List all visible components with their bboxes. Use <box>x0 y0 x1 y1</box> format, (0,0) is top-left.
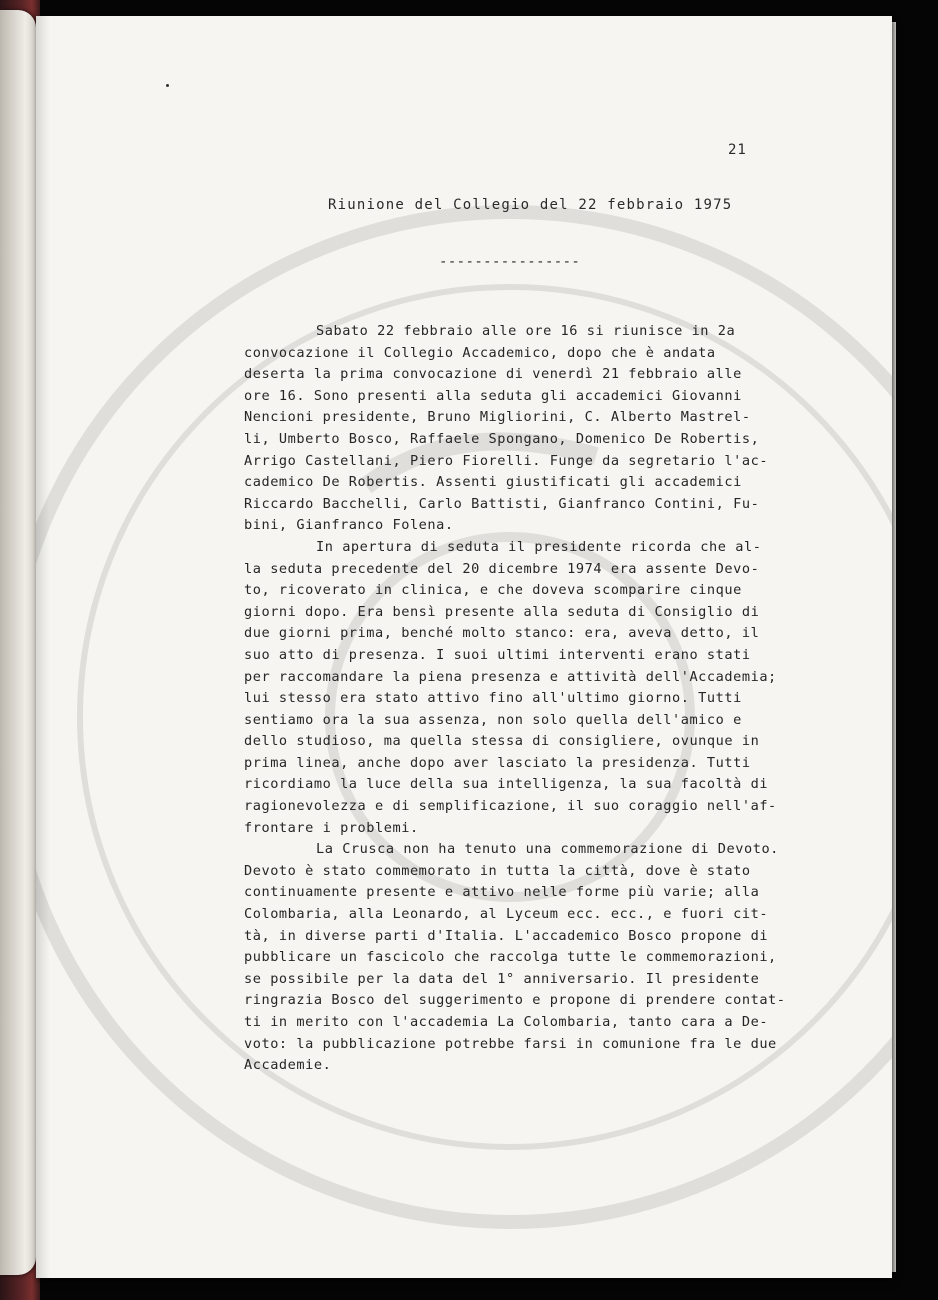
text-line: dello studioso, ma quella stessa di consigliere, ovunque in <box>244 733 760 750</box>
text-line: Devoto è stato commemorato in tutta la città, dove è stato <box>244 862 751 879</box>
page-title: Riunione del Collegio del 22 febbraio 1975 <box>328 197 733 213</box>
text-line: Colombaria, alla Leonardo, al Lyceum ecc. ecc., e fuori cit- <box>244 906 769 923</box>
text-line: tà, in diverse parti d'Italia. L'accademico Bosco propone di <box>244 927 769 944</box>
left-page-edge <box>0 10 36 1275</box>
text-line: frontare i problemi. <box>244 819 419 836</box>
text-line: deserta la prima convocazione di venerdì 21 febbraio alle <box>244 366 742 383</box>
page-number: 21 <box>728 142 747 158</box>
text-line: giorni dopo. Era bensì presente alla seduta di Consiglio di <box>244 603 760 620</box>
text-line: suo atto di presenza. I suoi ultimi interventi erano stati <box>244 646 751 663</box>
text-line: bini, Gianfranco Folena. <box>244 517 454 534</box>
paper-speck <box>166 84 169 87</box>
text-line: due giorni prima, benché molto stanco: era, aveva detto, il <box>244 625 760 642</box>
text-line: pubblicare un fascicolo che raccolga tutte le commemorazioni, <box>244 949 777 966</box>
text-line: ragionevolezza e di semplificazione, il suo coraggio nell'af- <box>244 798 777 815</box>
text-line: lui stesso era stato attivo fino all'ultimo giorno. Tutti <box>244 690 742 707</box>
text-line: ore 16. Sono presenti alla seduta gli accademici Giovanni <box>244 387 742 404</box>
text-line: li, Umberto Bosco, Raffaele Spongano, Domenico De Robertis, <box>244 430 760 447</box>
text-line: Riccardo Bacchelli, Carlo Battisti, Gianfranco Contini, Fu- <box>244 495 760 512</box>
text-line: ricordiamo la luce della sua intelligenza, la sua facoltà di <box>244 776 769 793</box>
text-line: ringrazia Bosco del suggerimento e propone di prendere contat- <box>244 992 786 1009</box>
text-line: Accademie. <box>244 1057 332 1074</box>
text-line: ti in merito con l'accademia La Colombaria, tanto cara a De- <box>244 1014 769 1030</box>
text-line: cademico De Robertis. Assenti giustificati gli accademici <box>244 474 742 491</box>
text-line: La Crusca non ha tenuto una commemorazione di Devoto. <box>316 841 779 858</box>
text-line: Arrigo Castellani, Piero Fiorelli. Funge da segretario l'ac- <box>244 452 769 469</box>
body-text <box>244 321 804 1077</box>
text-line: In apertura di seduta il presidente ricorda che al- <box>316 538 762 555</box>
text-line: se possibile per la data del 1° anniversario. Il presidente <box>244 970 760 987</box>
text-line: prima linea, anche dopo aver lasciato la presidenza. Tutti <box>244 754 751 771</box>
text-line: Sabato 22 febbraio alle ore 16 si riunisce in 2a <box>316 323 736 339</box>
text-line: convocazione il Collegio Accademico, dopo che è andata <box>244 344 716 361</box>
title-separator: ---------------- <box>439 254 581 270</box>
text-line: Nencioni presidente, Bruno Migliorini, C. Alberto Mastrel- <box>244 409 751 426</box>
text-line: to, ricoverato in clinica, e che doveva scomparire cinque <box>244 582 742 599</box>
text-line: per raccomandare la piena presenza e attività dell'Accademia; <box>244 668 777 685</box>
text-line: continuamente presente e attivo nelle forme più varie; alla <box>244 884 760 901</box>
text-line: voto: la pubblicazione potrebbe farsi in comunione fra le due <box>244 1035 777 1052</box>
text-line: la seduta precedente del 20 dicembre 1974 era assente Devo- <box>244 560 760 577</box>
text-line: sentiamo ora la sua assenza, non solo quella dell'amico e <box>244 711 742 728</box>
